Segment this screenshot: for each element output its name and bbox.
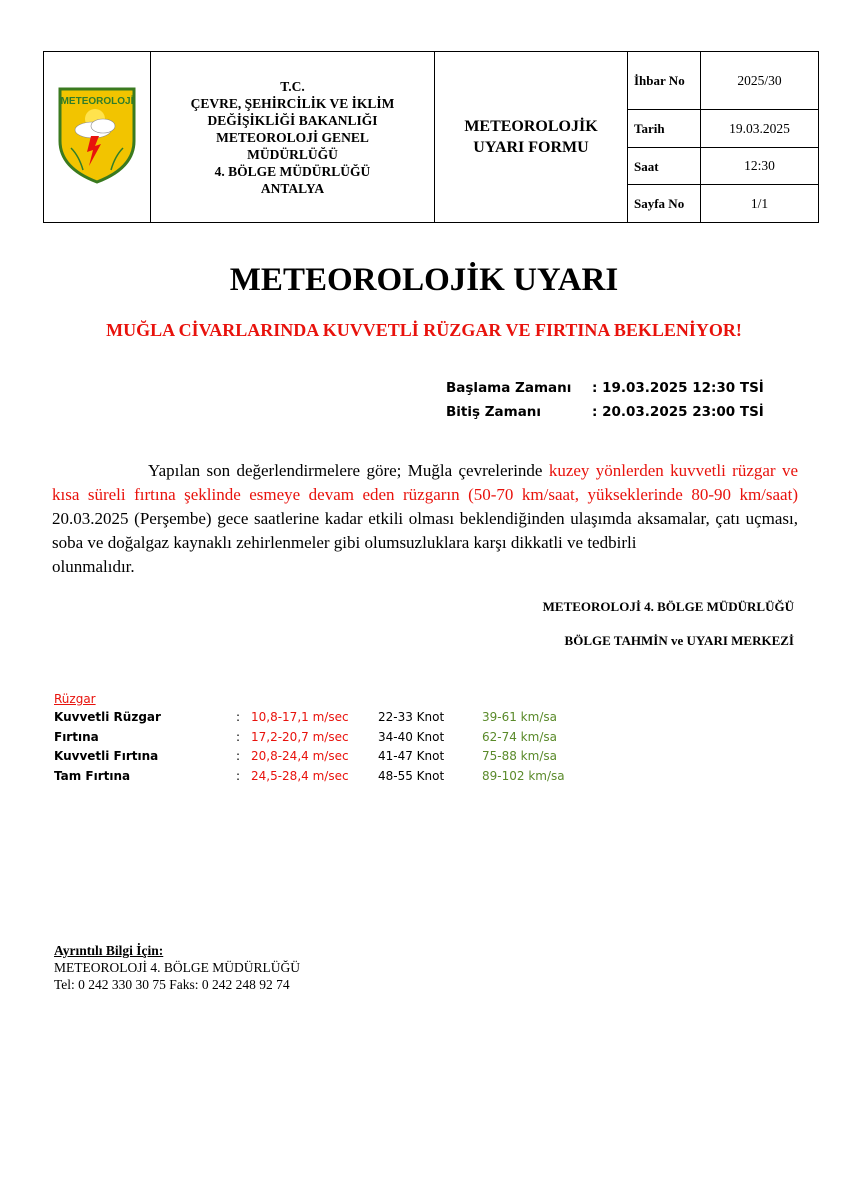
wind-ms: 10,8-17,1 m/sec: [251, 710, 349, 724]
wind-ms: 24,5-28,4 m/sec: [251, 768, 349, 783]
org-line: MÜDÜRLÜĞÜ: [247, 146, 338, 162]
contact-org: METEOROLOJİ 4. BÖLGE MÜDÜRLÜĞÜ: [54, 960, 300, 975]
end-time-row: [446, 400, 764, 424]
end-value: : 20.03.2025 23:00 TSİ: [592, 404, 764, 420]
body-part3: olunmalıdır.: [52, 557, 135, 576]
signature-line-1: METEOROLOJİ 4. BÖLGE MÜDÜRLÜĞÜ: [542, 599, 794, 614]
sayfa-label: Sayfa No: [628, 185, 701, 223]
wind-knot: 41-47 Knot: [378, 749, 445, 763]
start-label: Başlama Zamanı: [446, 380, 572, 396]
wind-kmh: 75-88 km/sa: [482, 749, 557, 763]
page-title: METEOROLOJİK UYARI: [229, 262, 619, 298]
form-title: [435, 52, 628, 223]
validity-times: [446, 376, 764, 424]
end-label: Bitiş Zamanı: [446, 404, 542, 420]
start-value: : 19.03.2025 12:30 TSİ: [592, 380, 764, 396]
wind-row: [54, 767, 565, 787]
wind-kmh: 62-74 km/sa: [482, 729, 557, 744]
form-title-line: METEOROLOJİK: [464, 118, 598, 135]
organization-block: [151, 52, 435, 223]
wind-row: [54, 728, 565, 748]
wind-ms: 17,2-20,7 m/sec: [251, 729, 349, 744]
warning-subtitle: MUĞLA CİVARLARINDA KUVVETLİ RÜZGAR VE FIRTINA BEKLENİYOR!: [106, 320, 742, 340]
wind-scale-table: [54, 691, 565, 786]
wind-ms: 20,8-24,4 m/sec: [251, 749, 349, 763]
saat-label: Saat: [628, 148, 701, 185]
wind-sep: :: [236, 768, 241, 783]
org-line: 4. BÖLGE MÜDÜRLÜĞÜ: [214, 163, 371, 179]
ihbar-value: 2025/30: [701, 52, 819, 110]
tarih-value: 19.03.2025: [701, 110, 819, 148]
contact-block: [54, 942, 300, 993]
warning-body: [52, 459, 798, 579]
org-line: ANTALYA: [260, 180, 325, 196]
contact-phone: Tel: 0 242 330 30 75 Faks: 0 242 248 92 74: [54, 977, 290, 992]
wind-row: [54, 708, 565, 728]
wind-sep: :: [236, 710, 241, 724]
wind-name: Tam Fırtına: [54, 768, 131, 783]
meteoroloji-logo-icon: [57, 86, 137, 184]
contact-heading: Ayrıntılı Bilgi İçin:: [54, 943, 164, 958]
wind-name: Kuvvetli Rüzgar: [54, 710, 161, 724]
body-part2: 20.03.2025 (Perşembe) gece saatlerine kadar etkili olması beklendiğinden ulaşımda aksamalar, çatı uçması, soba ve doğalgaz kaynaklı zehirlenmeler gibi olumsuzluklara karşı dikkatli ve tedbirli: [52, 509, 798, 552]
wind-name: Kuvvetli Fırtına: [54, 749, 159, 763]
logo-cell: [44, 52, 151, 223]
sayfa-value: 1/1: [701, 185, 819, 223]
org-line: METEOROLOJİ GENEL: [216, 129, 369, 145]
body-highlight: kuzey yönlerden kuvvetli rüzgar ve kısa süreli fırtına şeklinde esmeye devam eden rüzgarın (50-70 km/saat, yükseklerinde 80-90 km/saat): [52, 461, 798, 504]
tarih-label: Tarih: [628, 110, 701, 148]
org-line: T.C.: [280, 78, 305, 94]
org-line: DEĞİŞİKLİĞİ BAKANLIĞI: [207, 112, 378, 128]
body-part1: Yapılan son değerlendirmelere göre; Muğla çevrelerinde: [148, 461, 549, 480]
wind-knot: 48-55 Knot: [378, 768, 445, 783]
wind-row: [54, 747, 565, 767]
wind-kmh: 39-61 km/sa: [482, 710, 557, 724]
form-title-line: UYARI FORMU: [473, 139, 589, 156]
signature-line-2: BÖLGE TAHMİN ve UYARI MERKEZİ: [564, 633, 794, 648]
logo-text: METEOROLOJİ: [60, 95, 134, 107]
org-line: ÇEVRE, ŞEHİRCİLİK VE İKLİM: [190, 95, 395, 111]
header-table: [43, 51, 819, 223]
wind-name: Fırtına: [54, 729, 99, 744]
wind-knot: 22-33 Knot: [378, 710, 445, 724]
ihbar-label: İhbar No: [628, 52, 701, 110]
wind-sep: :: [236, 729, 241, 744]
saat-value: 12:30: [701, 148, 819, 185]
start-time-row: [446, 376, 764, 400]
wind-sep: :: [236, 749, 241, 763]
wind-kmh: 89-102 km/sa: [482, 768, 565, 783]
wind-title: Rüzgar: [54, 692, 96, 706]
wind-knot: 34-40 Knot: [378, 729, 445, 744]
